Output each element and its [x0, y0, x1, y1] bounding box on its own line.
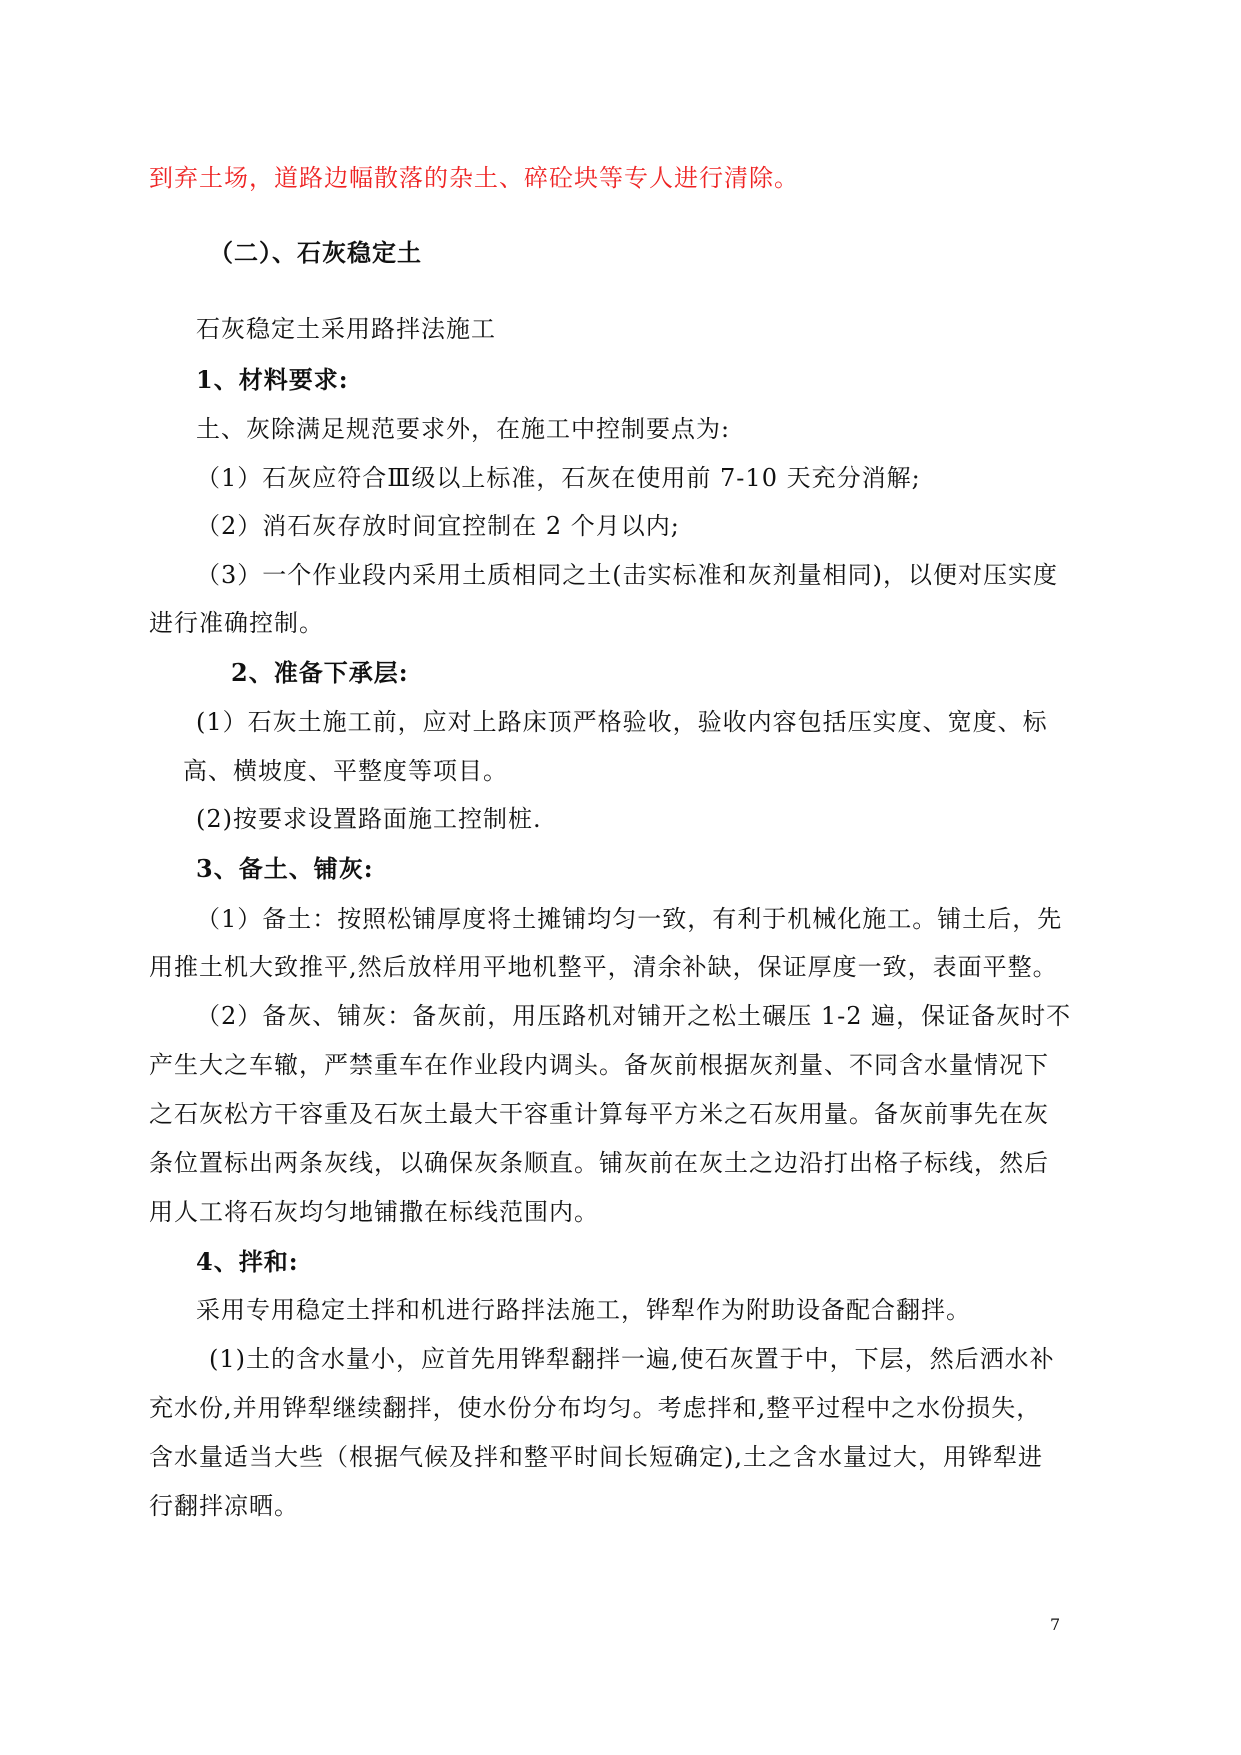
paragraph-line: (2)按要求设置路面施工控制桩.	[196, 805, 542, 833]
paragraph-line: 土、灰除满足规范要求外，在施工中控制要点为:	[196, 415, 731, 443]
paragraph-line: 充水份,并用铧犁继续翻拌，使水份分布均匀。考虑拌和,整平过程中之水份损失，	[149, 1394, 1042, 1422]
paragraph-line: （1）石灰应符合Ⅲ级以上标准，石灰在使用前 7-10 天充分消解;	[196, 464, 921, 492]
paragraph-line: 到弃土场，道路边幅散落的杂土、碎砼块等专人进行清除。	[149, 164, 799, 192]
paragraph-line: (1）石灰土施工前，应对上路床顶严格验收，验收内容包括压实度、宽度、标	[196, 708, 1048, 736]
paragraph-line: 产生大之车辙，严禁重车在作业段内调头。备灰前根据灰剂量、不同含水量情况下	[149, 1051, 1049, 1079]
paragraph-line: (1)土的含水量小，应首先用铧犁翻拌一遍,使石灰置于中，下层，然后洒水补	[209, 1345, 1055, 1373]
paragraph-line: （3）一个作业段内采用土质相同之土(击实标准和灰剂量相同)，以便对压实度	[196, 561, 1058, 589]
paragraph-line: 采用专用稳定土拌和机进行路拌法施工，铧犁作为附助设备配合翻拌。	[196, 1296, 971, 1324]
subsection-heading: 2、准备下承层:	[231, 658, 409, 687]
paragraph-line: 用人工将石灰均匀地铺撒在标线范围内。	[149, 1198, 599, 1226]
paragraph-line: 石灰稳定土采用路拌法施工	[196, 315, 496, 343]
subsection-heading: 3、备土、铺灰:	[196, 854, 374, 883]
subsection-heading: 4、拌和:	[196, 1247, 299, 1276]
paragraph-line: 条位置标出两条灰线，以确保灰条顺直。铺灰前在灰土之边沿打出格子标线，然后	[149, 1149, 1049, 1177]
paragraph-line: 含水量适当大些（根据气候及拌和整平时间长短确定),土之含水量过大，用铧犁进	[149, 1443, 1043, 1471]
paragraph-line: 行翻拌凉晒。	[149, 1492, 299, 1520]
paragraph-line: （1）备土：按照松铺厚度将土摊铺均匀一致，有利于机械化施工。铺土后，先	[196, 905, 1063, 933]
paragraph-line: 进行准确控制。	[149, 609, 324, 637]
subsection-heading: 1、材料要求:	[196, 365, 349, 394]
paragraph-line: 之石灰松方干容重及石灰土最大干容重计算每平方米之石灰用量。备灰前事先在灰	[149, 1100, 1049, 1128]
page-number: 7	[1050, 1615, 1061, 1634]
paragraph-line: 用推土机大致推平,然后放样用平地机整平，清余补缺，保证厚度一致，表面平整。	[149, 953, 1058, 981]
paragraph-line: （2）消石灰存放时间宜控制在 2 个月以内;	[196, 512, 680, 540]
section-heading: （二）、石灰稳定土	[209, 238, 422, 267]
paragraph-line: 高、横坡度、平整度等项目。	[183, 757, 508, 785]
paragraph-line: （2）备灰、铺灰：备灰前，用压路机对铺开之松土碾压 1-2 遍，保证备灰时不	[196, 1002, 1072, 1030]
